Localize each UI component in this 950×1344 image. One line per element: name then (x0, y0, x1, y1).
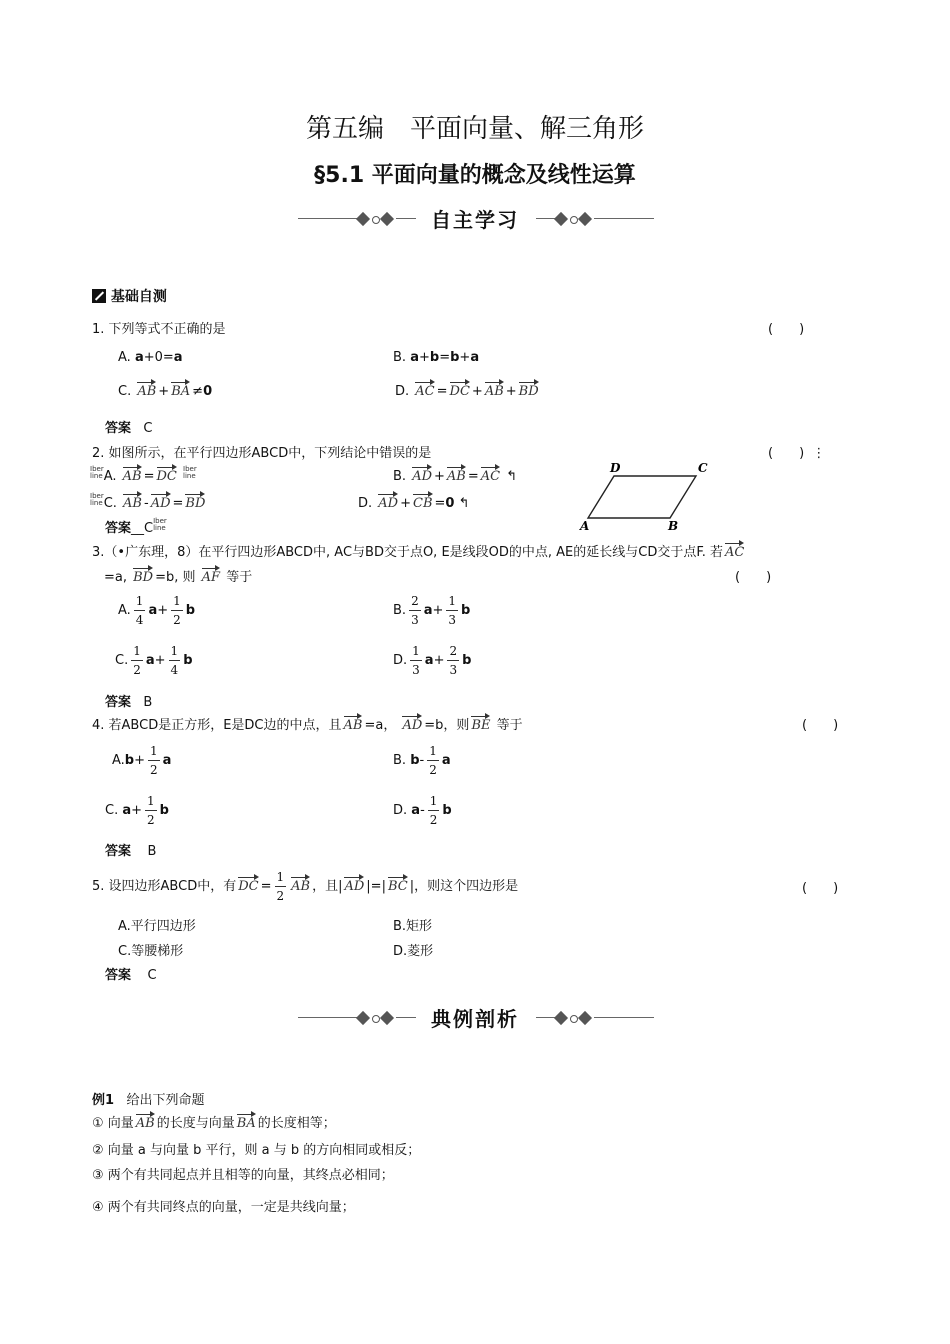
q1-option-c: C. AB + BA ≠0 (118, 380, 212, 399)
example-1-item-3: ③ 两个有共同起点并且相等的向量，其终点必相同； (92, 1168, 394, 1183)
q3-option-a: A. $\frac{1}{4}$ a+ $\frac{1}{2}$ b (118, 594, 196, 627)
vertex-label-a: A (580, 519, 590, 532)
q5-option-a: A.平行四边形 (118, 919, 196, 934)
q1-option-b: B. a+b=b+a (393, 350, 480, 365)
chapter-title: 第五编 平面向量、解三角形 (305, 114, 644, 144)
q3-answer: 答案 B (105, 695, 153, 710)
edit-icon (92, 289, 106, 303)
question-3-stem: 3.（•广东理，8）在平行四边形ABCD中, AC与BD交于点O, E是线段OD的中点, AE的延长线与CD交于点F. 若 AC (92, 541, 746, 560)
question-1-stem: 1. 下列等式不正确的是 (92, 322, 226, 337)
q3-option-c: C. $\frac{1}{2}$ a+ $\frac{1}{4}$ b (115, 644, 193, 677)
q2-answer: 答案__CIber line (105, 517, 167, 536)
answer-paren: ( ) (735, 570, 772, 585)
q4-answer: 答案 B (105, 844, 157, 859)
vertex-label-c: C (698, 461, 708, 475)
q4-option-a: A.b+ $\frac{1}{2}$ a (112, 744, 172, 777)
self-test-label: 基础自测 (110, 289, 167, 305)
q3-option-b: B. $\frac{2}{3}$ a+ $\frac{1}{3}$ b (393, 594, 471, 627)
q4-option-c: C. a+ $\frac{1}{2}$ b (105, 794, 169, 827)
q1-option-a: A. a+0=a (118, 350, 183, 365)
vertex-label-d: D (610, 461, 621, 475)
q5-option-b: B.矩形 (393, 919, 433, 934)
example-1-item-1: ① 向量 AB 的长度与向量 BA 的长度相等； (92, 1112, 336, 1131)
q2-option-d: D. AD + CB =0 ↰ (358, 492, 469, 511)
q2-option-c: Iber lineC. AB - AD = BD (90, 492, 206, 511)
answer-paren: ( ) (802, 881, 839, 896)
answer-paren: ( ) (768, 322, 805, 337)
banner-title: 自主学习 (431, 208, 519, 232)
section-title: §5.1 平面向量的概念及线性运算 (314, 163, 636, 188)
liber-line-glyph: Iber line (90, 465, 104, 480)
example-1-item-4: ④ 两个有共同终点的向量，一定是共线向量； (92, 1200, 355, 1215)
q1-answer: 答案 C (105, 421, 153, 436)
question-5-stem: 5. 设四边形ABCD中，有 DC = $\frac{1}{2}$ AB ，且| AD |=| BC |，则这个四边形是 (92, 870, 519, 903)
q2-option-a: Iber lineA. AB = DC Iber line (90, 465, 197, 484)
question-2-stem: 2. 如图所示，在平行四边形ABCD中，下列结论中错误的是 (92, 446, 432, 461)
parallelogram-figure (578, 460, 718, 532)
vertex-label-b: B (668, 519, 679, 532)
q4-option-d: D. a- $\frac{1}{2}$ b (393, 794, 452, 827)
q5-option-d: D.菱形 (393, 944, 434, 959)
example-1-item-2: ② 向量 a 与向量 b 平行，则 a 与 b 的方向相同或相反； (92, 1143, 421, 1158)
q5-option-c: C.等腰梯形 (118, 944, 184, 959)
q3-option-d: D. $\frac{1}{3}$ a+ $\frac{2}{3}$ b (393, 644, 472, 677)
question-4-stem: 4. 若ABCD是正方形，E是DC边的中点，且 AB =a， AD =b，则 BE 等于 (92, 714, 523, 733)
section-banner-examples (0, 1003, 950, 1033)
banner-title: 典例剖析 (431, 1007, 519, 1031)
answer-paren: ( ) ⋮ (768, 446, 826, 461)
self-test-heading (92, 286, 167, 306)
question-3-stem-line2: =a, BD =b, 则 AF 等于 (104, 566, 252, 585)
answer-paren: ( ) (802, 718, 839, 733)
q5-answer: 答案 C (105, 968, 157, 983)
example-1-heading: 例1 给出下列命题 (92, 1093, 205, 1108)
q1-option-d: D. AC = DC + AB + BD (395, 380, 541, 399)
q4-option-b: B. b- $\frac{1}{2}$ a (393, 744, 451, 777)
q2-option-b: B. AD + AB = AC ↰ (393, 465, 517, 484)
section-banner-self-study (0, 204, 950, 234)
